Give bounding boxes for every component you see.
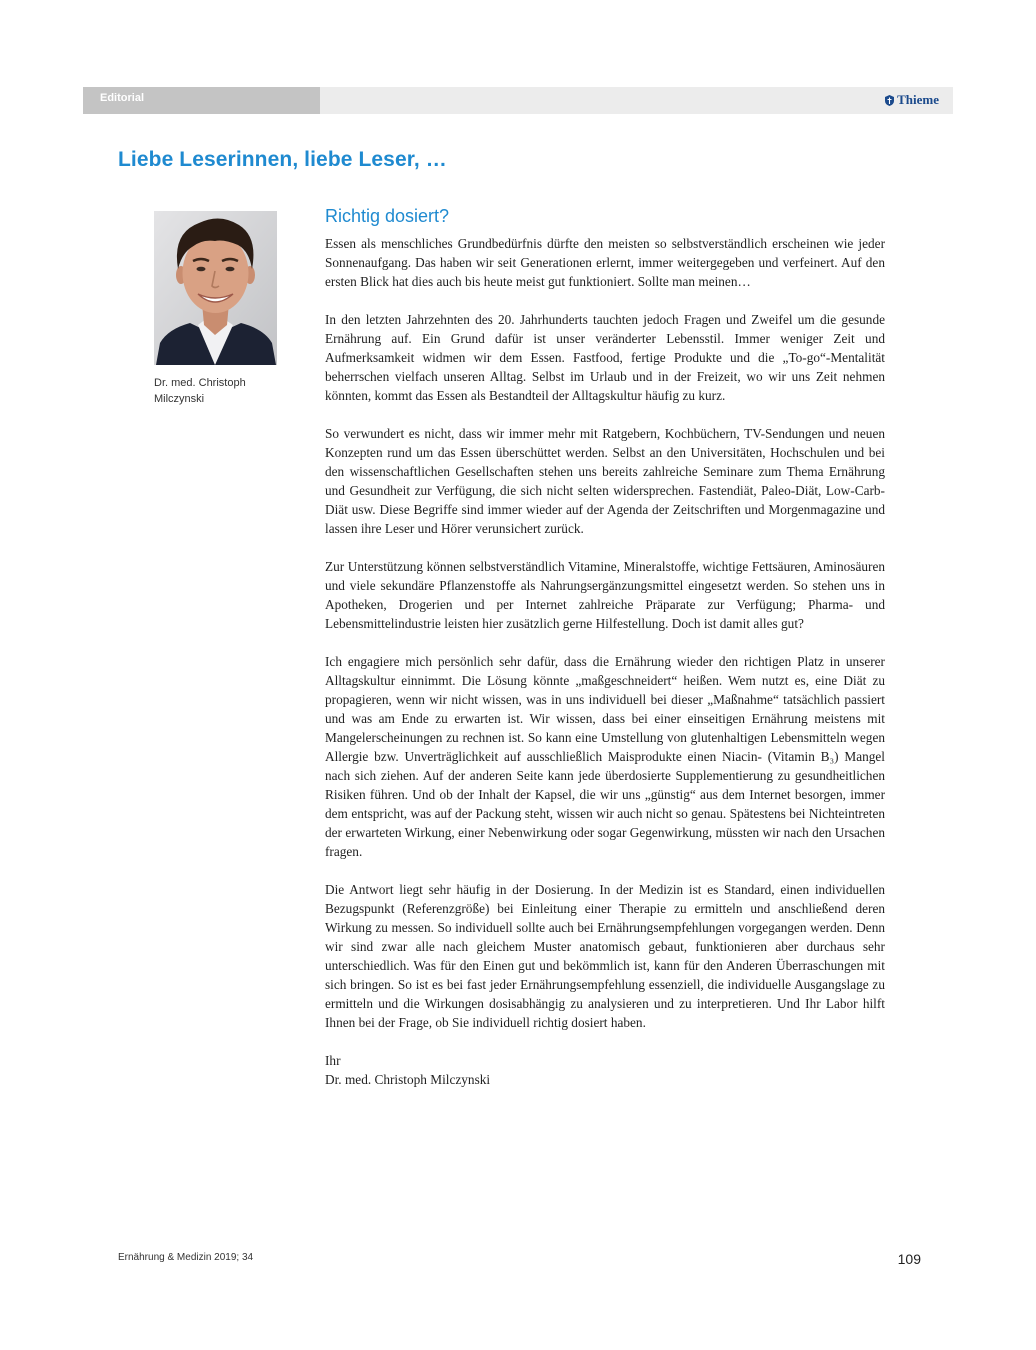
signoff-name: Dr. med. Christoph Milczynski xyxy=(325,1072,491,1087)
article-paragraph: Ich engagiere mich persönlich sehr dafür, dass die Ernährung wieder den richtigen Platz in unserer Alltagskultur einnimmt. Die Lösung könnte „maßgeschneidert“ heißen. Wem nutzt es, eine Diät zu propagieren, wenn wir nicht wissen, was in uns individuell bei dieser „Maßnahme“ tatsächlich passiert und was am Ende zu erwarten ist. Wir wissen, dass bei einer einseitigen Ernährung meistens mit Mangelerscheinungen zu rechnen ist. So kann eine Umstellung von glutenhaltigen Lebensmitteln wegen Allergie bzw. Unverträglichkeit auf ausschließlich Maisprodukte einen Niacin- (Vitamin B₃) Mangel nach sich ziehen. Auf der anderen Seite kann jede überdosierte Supplementierung zu gesundheitlichen Risiken führen. Und ob der Inhalt der Kapsel, die wir uns „günstig“ aus dem Internet besorgen, immer dem entspricht, was auf der Packung steht, wissen wir auch nicht so genau. Spätestens bei Nichteintreten der erwarteten Wirkung, einer Nebenwirkung oder sogar Gegenwirkung, müssten wir nach den Ursachen fragen. xyxy=(325,654,885,859)
header-bar xyxy=(83,87,953,114)
article-body xyxy=(325,204,885,1089)
author-portrait xyxy=(154,211,277,365)
page-number: 109 xyxy=(897,1251,921,1267)
publisher-logo[interactable] xyxy=(885,92,939,108)
author-photo xyxy=(154,211,277,365)
article-paragraph: Die Antwort liegt sehr häufig in der Dosierung. In der Medizin ist es Standard, einen individuellen Bezugspunkt (Referenzgröße) bei Einleitung einer Therapie zu ermitteln und anschließend deren Wirkung zu messen. So individuell sollte auch bei Ernährungsempfehlungen vorgegangen werden. Denn wir sind zwar alle nach gleichem Muster anatomisch gebaut, funktionieren aber durchaus sehr unterschiedlich. Was für den Einen gut und bekömmlich ist, kann für den Anderen Überraschungen mit sich bringen. So ist es bei fast jeder Ernährungsempfehlung essenziell, die individuelle Ausgangslage zu ermitteln und die Wirkungen dosisabhängig zu analysieren und zu interpretieren. Und Ihr Labor hilft Ihnen bei der Frage, ob Sie individuell richtig dosiert haben. xyxy=(325,882,885,1030)
photo-caption: Dr. med. Christoph Milczynski xyxy=(154,377,246,405)
section-label: Editorial xyxy=(100,92,145,104)
footer-journal-citation: Ernährung & Medizin 2019; 34 xyxy=(118,1252,254,1263)
section-tab xyxy=(83,87,320,114)
page-title: Liebe Leserinnen, liebe Leser, … xyxy=(118,148,447,171)
publisher-name: Thieme xyxy=(897,92,939,107)
article-paragraph: So verwundert es nicht, dass wir immer mehr mit Ratgebern, Kochbüchern, TV-Sendungen und neuen Konzepten rund um das Essen überschüttet werden. Selbst an den Universitäten, Hochschulen und bei den wissenschaftlichen Gesellschaften stehen uns bereits zahlreiche Seminare zum Thema Ernährung und Gesundheit zur Verfügung, die sich nicht selten widersprechen. Fastendiät, Paleo-Diät, Low-Carb-Diät usw. Diese Begriffe sind immer wieder auf der Agenda der Zeitschriften und Morgenmagazine und lassen ihre Leser und Hörer verunsichert zurück. xyxy=(325,426,885,536)
article-paragraph: In den letzten Jahrzehnten des 20. Jahrhunderts tauchten jedoch Fragen und Zweifel um die gesunde Ernährung auf. Ein Grund dafür ist unser veränderter Lebensstil. Immer weniger Zeit und Aufmerksamkeit widmen wir dem Essen. Fastfood, fertige Produkte und die „To-go“-Mentalität beherrschen vielfach unseren Alltag. Selbst im Urlaub und in der Freizeit, wo wir uns Zeit nehmen könnten, kommt das Essen als Bestandteil der Alltagskultur häufig zu kurz. xyxy=(325,312,885,403)
thieme-logo-icon xyxy=(885,95,894,106)
article-paragraph: Essen als menschliches Grundbedürfnis dürfte den meisten so selbstverständlich erscheinen wie jeder Sonnenaufgang. Das haben wir seit Generationen erlernt, immer weitergegeben und verfeinert. Auf den ersten Blick hat dies auch bis heute meist gut funktioniert. Sollte man meinen… xyxy=(325,236,885,289)
article-subheading: Richtig dosiert? xyxy=(325,206,450,226)
signoff-greeting: Ihr xyxy=(325,1053,341,1068)
article-paragraph: Zur Unterstützung können selbstverständlich Vitamine, Mineralstoffe, wichtige Fettsäuren, Aminosäuren und viele sekundäre Pflanzenstoffe als Nahrungsergänzungsmittel eingesetzt werden. So stehen uns in Apotheken, Drogerien und per Internet zahlreiche Präparate zur Verfügung; Pharma- und Lebensmittelindustrie leisten hier zusätzlich gerne Hilfestellung. Doch ist damit alles gut? xyxy=(325,559,885,631)
